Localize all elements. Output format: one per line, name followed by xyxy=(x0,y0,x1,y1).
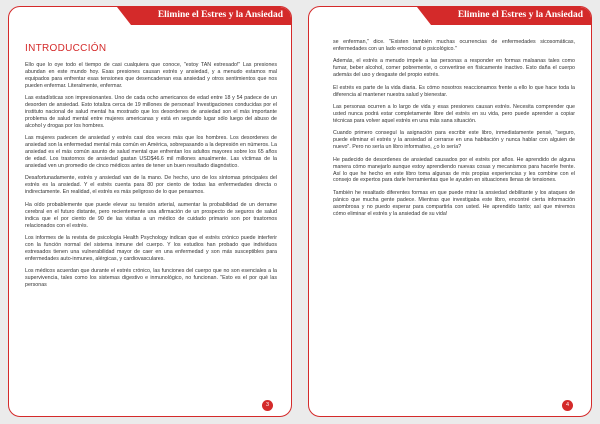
left-page-content xyxy=(25,29,277,295)
section-heading: INTRODUCCIÓN xyxy=(25,43,107,54)
paragraph: Ha oído probablemente que puede elevar su tensión arterial, aumentar la probabilidad de un derrame cerebral en el futuro distante, pero recientemente una afirmación de un prospecto de seguros de salud indica que el por ciento de 90 de las visitas a un médico de cuidado primario son por trastornos relacionados con el estrés. xyxy=(25,201,277,229)
paragraph: Cuando primero conseguí la asignación para escribir este libro, inmediatamente pensé, "seguro, puede eliminar el estrés y la ansiedad al cerrarse en una habitación y nunca hablar con alguien de nuevo". Pero no sería un libro informativo, ¿o lo sería? xyxy=(333,130,575,151)
paragraph: Además, el estrés a menudo impele a las personas a responder en formas malsanas tales como fumar, beber alcohol, comer pobremente, o convertirse en físicamente inactivo. Esto daña el cuerpo además del uso y desgaste del propio estrés. xyxy=(333,58,575,79)
page-number: 3 xyxy=(262,400,273,411)
paragraph: se enferman," dice. "Existen también muchas ocurrencias de enfermedades sicosomáticas, enfermedades con un lado emocional o psicológico." xyxy=(333,39,575,52)
paragraph: Los médicos acuerdan que durante el estrés crónico, las funciones del cuerpo que no son esenciales a la supervivencia, tales como los sistemas digestivo e inmunológico, no funcionan. "Esto es el por qué las personas xyxy=(25,268,277,289)
header-title: Elimine el Estres y la Ansiedad xyxy=(457,10,583,20)
paragraph: Las mujeres padecen de ansiedad y estrés casi dos veces más que los hombres. Los desordenes de ansiedad son la enfermedad mental más común en América, sobrepasando a la depresión en números. La ansiedad es el más común asunto de salud mental que enfrentan los adultos mayores sobre los 65 años de edad. Los trastornos de ansiedad gastan USD$46.6 mil millones anualmente. Las víctimas de la ansiedad ven un promedio de cinco médicos antes de tener un buen resultado diagnóstico. xyxy=(25,135,277,169)
header-banner xyxy=(131,7,291,25)
paragraph: Las personas ocurren a lo largo de vida y esas presiones causan estrés. Necesita comprender que usted nunca podrá estar completamente libre del estrés en su vida, pero puede aprender a copiar técnicas para volver aquel estrés en una más sana situación. xyxy=(333,104,575,124)
paragraph: He padecido de desordenes de ansiedad causados por el estrés por años. He aprendido de alguna manera cómo manejarlo aunque estoy aprendiendo nuevas cosas y mecanismos para hacerle frente. Así lo que he hecho en este libro toma algunas de mis propias experiencias y les combine con el consejo de expertos para darle herramientas que le ayuden en situaciones llenas de tensiones. xyxy=(333,156,575,184)
paragraph: Desafortunadamente, estrés y ansiedad van de la mano. De hecho, uno de los síntomas principales del estrés es la ansiedad. Y el estrés cuenta para 80 por ciento de todas las enfermedades directa o indirectamente. En realidad, el estrés es más peligroso de lo que pensamos. xyxy=(25,175,277,196)
right-page-content xyxy=(333,39,575,223)
paragraph: Ello que lo oye todo el tiempo de casi cualquiera que conoce, "estoy TAN estresado!" Las presiones abundan en este mundo hoy. Esas presiones causan estrés y ansiedad, y a menudo estamos mal equipados para enfrentar esas tensiones que desencadenan esa ansiedad y otros sentimientos que nos pueden enfermar. Literalmente, enfermar. xyxy=(25,62,277,89)
paragraph: Las estadísticas son impresionantes. Uno de cada ocho americanos de edad entre 18 y 54 padece de un desorden de ansiedad. Esto totaliza cerca de 19 millones de personas! Investigaciones conducidas por el instituto nacional de salud mental ha mostrado que los desordenes de ansiedad son el más importante problema de salud mental entre mujeres americanas y está en segundo lugar sólo luego del abuso de alcohol y drogas por los hombres. xyxy=(25,95,277,129)
header-title: Elimine el Estres y la Ansiedad xyxy=(157,10,283,20)
paragraph: También he resaltado diferentes formas en que puede mirar la ansiedad debilitante y los ataques de pánico que mucha gente padece. Mientras que investigaba este libro, encontré cierta información asombrosa y no puedo esperar para compartirla con usted. He aprendido tanto; así que miremos cómo eliminar el estrés y la ansiedad de su vida! xyxy=(333,189,575,217)
header-banner xyxy=(431,7,591,25)
paragraph: El estrés es parte de la vida diaria. Es cómo nosotros reaccionamos frente a ello lo que hace toda la diferencia al mantener nuestra salud y bienestar. xyxy=(333,84,575,98)
paragraph: Los informes de la revista de psicología Health Psychology indican que el estrés crónico puede interferir con la función normal del sistema inmune del cuerpo. Y los estudios han probado que individuos estresados tienen una vulnerabilidad mayor de caer en una enfermedad y son más susceptibles para enfermedades auto-inmunes, alérgicas, y cardiovasculares. xyxy=(25,235,277,262)
right-page xyxy=(308,6,592,417)
left-page xyxy=(8,6,292,417)
page-number: 4 xyxy=(562,400,573,411)
